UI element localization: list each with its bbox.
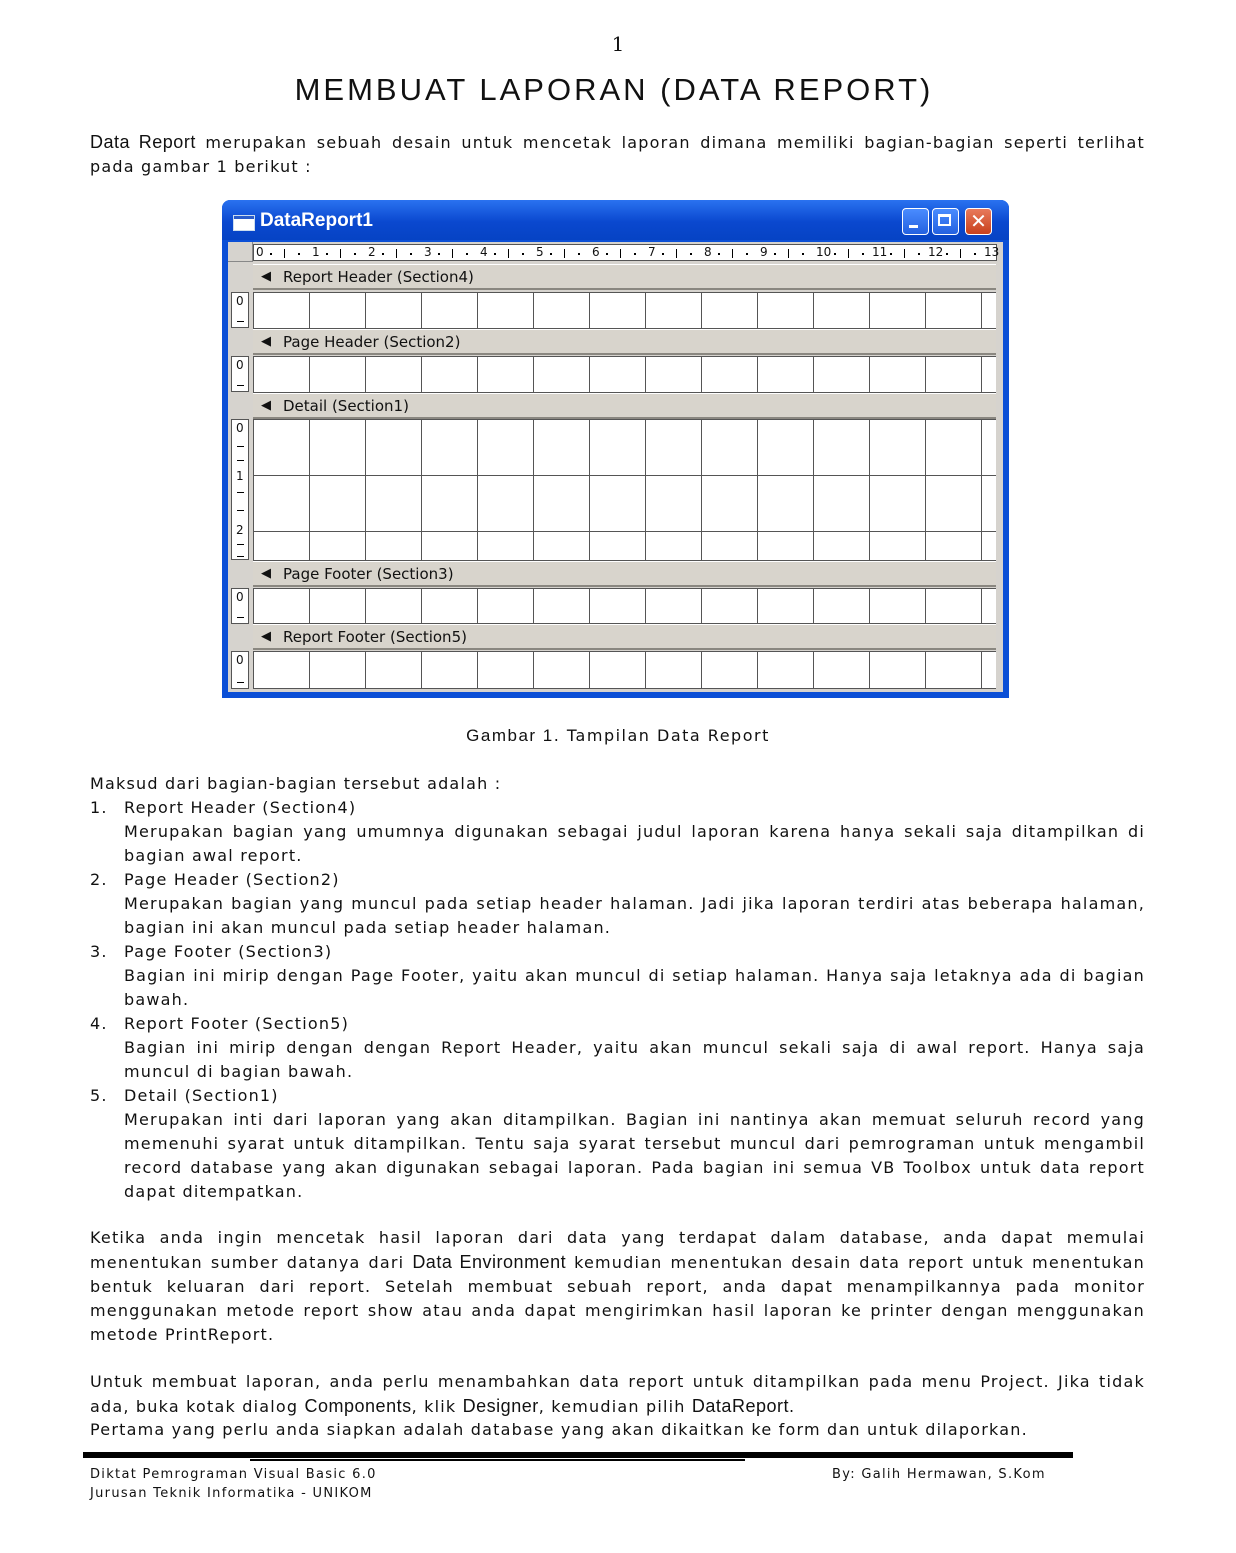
ruler-number: 2	[368, 245, 376, 259]
section-bar-page-header[interactable]	[253, 329, 996, 355]
ruler-tick	[732, 249, 733, 258]
ruler-tick	[634, 253, 636, 255]
ruler-tick	[326, 253, 328, 255]
ruler-tick	[890, 253, 892, 255]
list-heading: Detail (Section1)	[124, 1086, 279, 1105]
ruler-tick	[354, 253, 356, 255]
collapse-arrow-icon: ◀	[261, 629, 271, 644]
ruler-tick	[662, 253, 664, 255]
ruler-tick	[578, 253, 580, 255]
paragraph-text: .	[788, 1397, 796, 1416]
page-title: MEMBUAT LAPORAN (DATA REPORT)	[294, 72, 934, 107]
section-area-page-header[interactable]	[253, 356, 996, 393]
vertical-ruler-number: 0	[236, 590, 244, 604]
paragraph-text: kemudian menentukan desain data report untuk menentukan bentuk keluaran dari report. Setelah membuat sebuah report, anda dapat menampilkannya pada monitor menggunakan metode report show atau anda dapat mengirimkan hasil laporan ke printer dengan menggunakan metode PrintReport.	[90, 1253, 1145, 1344]
ruler-number: 4	[480, 245, 488, 259]
list-item	[90, 868, 1145, 940]
figure-caption	[0, 726, 1236, 746]
ruler-number: 12	[928, 245, 944, 259]
list-heading: Page Footer (Section3)	[124, 942, 333, 961]
list-number: 1.	[90, 798, 108, 817]
intro-text: merupakan sebuah desain untuk mencetak laporan dimana memiliki bagian-bagian seperti terlihat pada gambar 1 berikut :	[90, 133, 1145, 176]
section-bar-report-header[interactable]	[253, 264, 996, 290]
list-heading: Report Header (Section4)	[124, 798, 357, 817]
ruler-tick	[564, 249, 565, 258]
ruler-tick	[718, 253, 720, 255]
ruler-number: 11	[872, 245, 888, 259]
ruler-number: 10	[816, 245, 832, 259]
collapse-arrow-icon: ◀	[261, 566, 271, 581]
list-item	[90, 796, 1145, 868]
vertical-ruler-number: 0	[236, 294, 244, 308]
ruler-number: 3	[424, 245, 432, 259]
paragraph-text: Ketika anda ingin mencetak hasil laporan dari data yang terdapat dalam database, anda dapat memulai menentukan sumber datanya dari	[90, 1228, 1145, 1272]
list-number: 4.	[90, 1014, 108, 1033]
vertical-ruler-number: 1	[236, 469, 244, 483]
intro-paragraph	[90, 130, 1145, 179]
ruler-tick	[410, 253, 412, 255]
vertical-ruler-number: 2	[236, 523, 244, 537]
ruler-tick	[834, 253, 836, 255]
datareport-window	[222, 200, 1009, 698]
footer-left	[90, 1465, 377, 1503]
ruler-corner	[228, 242, 253, 262]
ruler-tick	[522, 253, 524, 255]
ruler-number: 1	[312, 245, 320, 259]
ruler-tick	[606, 253, 608, 255]
list-description: Bagian ini mirip dengan dengan Report Header, yaitu akan muncul sekali saja di awal report. Hanya saja muncul di bagian bawah.	[124, 1038, 1145, 1081]
vertical-ruler-number: 0	[236, 358, 244, 372]
section-area-report-header[interactable]	[253, 292, 996, 329]
collapse-arrow-icon: ◀	[261, 398, 271, 413]
section-label: Report Header (Section4)	[283, 268, 474, 286]
ruler-tick	[466, 253, 468, 255]
ruler-number: 0	[256, 245, 264, 259]
caption-text: . Tampilan Data Report	[553, 726, 770, 745]
ruler-tick	[550, 253, 552, 255]
ruler-tick	[904, 249, 905, 258]
footer-rule-thin	[250, 1459, 745, 1461]
vertical-ruler-report-footer	[231, 651, 249, 689]
close-button[interactable]: ✕	[965, 208, 992, 235]
list-intro: Maksud dari bagian-bagian tersebut adalah :	[90, 774, 502, 793]
section-bar-detail[interactable]	[253, 393, 996, 419]
paragraph-term: Designer	[462, 1396, 539, 1416]
ruler-tick	[284, 249, 285, 258]
footer-department: Jurusan Teknik Informatika - UNIKOM	[90, 1486, 373, 1501]
list-item	[90, 1012, 1145, 1084]
list-number: 2.	[90, 870, 108, 889]
footer-course: Diktat Pemrograman Visual Basic 6.0	[90, 1467, 377, 1482]
list-heading: Report Footer (Section5)	[124, 1014, 350, 1033]
vertical-ruler-report-header	[231, 292, 249, 328]
section-label: Detail (Section1)	[283, 397, 409, 415]
paragraph-term: Components	[304, 1396, 412, 1416]
intro-term: Data Report	[90, 132, 196, 152]
vertical-ruler-page-header	[231, 356, 249, 392]
collapse-arrow-icon: ◀	[261, 334, 271, 349]
paragraph-text: , kemudian pilih	[538, 1397, 692, 1416]
ruler-tick	[382, 253, 384, 255]
horizontal-ruler	[253, 244, 1000, 261]
vertical-ruler-detail	[231, 419, 249, 560]
list-heading: Page Header (Section2)	[124, 870, 340, 889]
paragraph-data-environment	[90, 1226, 1145, 1347]
section-list	[90, 796, 1145, 1204]
ruler-tick	[690, 253, 692, 255]
ruler-tick	[746, 253, 748, 255]
section-area-report-footer[interactable]	[253, 651, 996, 689]
ruler-tick	[270, 253, 272, 255]
ruler-number: 8	[704, 245, 712, 259]
footer-author: By: Galih Hermawan, S.Kom	[832, 1467, 1046, 1482]
section-label: Report Footer (Section5)	[283, 628, 467, 646]
paragraph-add-report	[90, 1370, 1145, 1419]
ruler-number: 7	[648, 245, 656, 259]
ruler-tick	[848, 249, 849, 258]
section-area-detail[interactable]	[253, 419, 996, 561]
section-bar-report-footer[interactable]	[253, 624, 996, 650]
paragraph-prepare-database: Pertama yang perlu anda siapkan adalah database yang akan dikaitkan ke form dan untuk dilaporkan.	[90, 1420, 1028, 1439]
footer-rule	[83, 1452, 1073, 1458]
window-app-icon	[233, 215, 255, 231]
vertical-ruler-page-footer	[231, 588, 249, 624]
ruler-tick	[946, 253, 948, 255]
ruler-tick	[340, 249, 341, 258]
ruler-tick	[494, 253, 496, 255]
paragraph-text: Untuk membuat laporan, anda perlu menambahkan data report untuk ditampilkan pada menu Project. Jika tidak ada, buka kotak dialog	[90, 1372, 1145, 1416]
list-number: 5.	[90, 1086, 108, 1105]
window-titlebar[interactable]	[222, 200, 1009, 240]
maximize-button[interactable]	[932, 208, 959, 235]
paragraph-term: DataReport	[691, 1396, 789, 1416]
vertical-ruler-number: 0	[236, 653, 244, 667]
ruler-tick	[438, 253, 440, 255]
ruler-tick	[974, 253, 976, 255]
section-area-page-footer[interactable]	[253, 588, 996, 624]
ruler-tick	[620, 249, 621, 258]
ruler-number: 9	[760, 245, 768, 259]
designer-canvas	[228, 242, 1003, 692]
list-description: Merupakan bagian yang muncul pada setiap header halaman. Jadi jika laporan terdiri atas beberapa halaman, bagian ini akan muncul pada setiap header halaman.	[124, 894, 1145, 937]
ruler-tick	[774, 253, 776, 255]
ruler-tick	[918, 253, 920, 255]
section-label: Page Header (Section2)	[283, 333, 461, 351]
list-description: Merupakan inti dari laporan yang akan ditampilkan. Bagian ini nantinya akan memuat seluruh record yang memenuhi syarat untuk ditampilkan. Tentu saja syarat tersebut muncul dari pemrograman untuk mengambil record database yang akan digunakan sebagai laporan. Pada bagian ini semua VB Toolbox untuk data report dapat ditempatkan.	[124, 1110, 1145, 1201]
section-label: Page Footer (Section3)	[283, 565, 454, 583]
paragraph-text: , klik	[411, 1397, 463, 1416]
vertical-ruler-number: 0	[236, 421, 244, 435]
ruler-tick	[862, 253, 864, 255]
list-description: Bagian ini mirip dengan Page Footer, yaitu akan muncul di setiap halaman. Hanya saja letaknya ada di bagian bawah.	[124, 966, 1145, 1009]
minimize-button[interactable]	[902, 208, 929, 235]
ruler-tick	[788, 249, 789, 258]
ruler-tick	[802, 253, 804, 255]
paragraph-term: Data Environment	[412, 1252, 567, 1272]
ruler-tick	[396, 249, 397, 258]
ruler-tick	[960, 249, 961, 258]
section-bar-page-footer[interactable]	[253, 561, 996, 587]
ruler-tick	[298, 253, 300, 255]
collapse-arrow-icon: ◀	[261, 269, 271, 284]
window-title: DataReport1	[260, 210, 373, 231]
list-description: Merupakan bagian yang umumnya digunakan sebagai judul laporan karena hanya sekali saja ditampilkan di bagian awal report.	[124, 822, 1145, 865]
ruler-number: 5	[536, 245, 544, 259]
list-number: 3.	[90, 942, 108, 961]
list-item	[90, 1084, 1145, 1204]
ruler-tick	[676, 249, 677, 258]
caption-prefix: Gambar 1	[466, 726, 554, 745]
list-item	[90, 940, 1145, 1012]
ruler-number: 6	[592, 245, 600, 259]
ruler-tick	[508, 249, 509, 258]
ruler-tick	[452, 249, 453, 258]
page-number: 1	[611, 32, 625, 56]
ruler-number: 13	[984, 245, 1000, 259]
